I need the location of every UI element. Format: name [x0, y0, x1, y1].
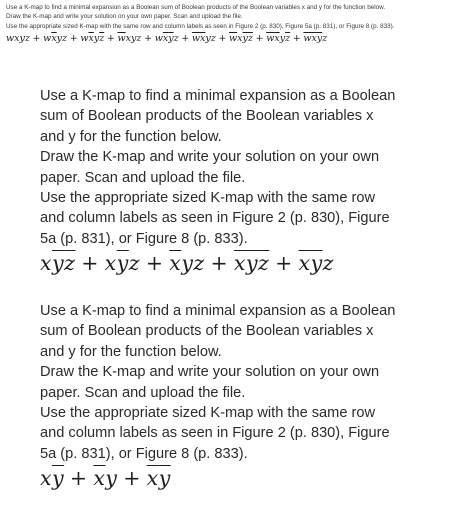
complemented-variable: $\overline{x}$	[169, 251, 182, 276]
product-term	[147, 466, 171, 490]
instruction-line: Use the appropriate sized K-map with the same row	[40, 190, 376, 207]
product-term	[43, 33, 67, 44]
complemented-variable: $\overline{y}$	[116, 251, 129, 276]
complemented-variable: $\overline{x}$	[298, 251, 311, 276]
complemented-variable: $\overline{z}$	[285, 33, 291, 45]
variable: w	[80, 33, 89, 45]
variable: y	[56, 33, 63, 45]
variable: w	[154, 33, 163, 45]
variable: z	[193, 251, 205, 276]
complemented-variable: $\overline{x}$	[162, 33, 169, 45]
plus-operator: +	[123, 466, 141, 491]
variable: z	[136, 33, 142, 45]
product-term	[229, 33, 253, 44]
complemented-variable: $\overline{y}$	[52, 466, 65, 491]
complemented-variable: $\overline{y}$	[245, 251, 259, 276]
instruction-line: sum of Boolean products of the Boolean variables x	[40, 323, 374, 340]
instruction-line: Use a K-map to find a minimal expansion as a Boolean	[40, 88, 396, 104]
variable: z	[128, 251, 141, 276]
question-block-two-variable	[40, 301, 468, 490]
variable: w	[43, 33, 52, 45]
plus-operator: +	[69, 466, 88, 491]
complemented-variable: $\overline{x}$	[146, 466, 159, 491]
variable: z	[173, 33, 179, 45]
plus-operator: +	[81, 251, 99, 276]
variable: z	[210, 33, 216, 45]
product-term	[40, 466, 64, 490]
complemented-variable: $\overline{w}$	[117, 33, 126, 45]
variable: x	[40, 251, 53, 276]
instruction-line: Use a K-map to find a minimal expansion as a Boolean	[40, 303, 396, 319]
complemented-variable: $\overline{y}$	[316, 33, 323, 45]
variable: w	[6, 33, 15, 45]
variable: z	[322, 33, 328, 45]
complemented-variable: $\overline{x}$	[51, 33, 57, 45]
plus-operator: +	[181, 33, 190, 45]
variable: y	[205, 33, 211, 45]
instruction-line: Use the appropriate sized K-map with the same row and column labels as seen in Figure 2 (p. 830), Figure 5a (p. 831), or Figure 8 (p. 833).	[6, 22, 395, 30]
variable: x	[40, 466, 53, 491]
instruction-line: and column labels as seen in Figure 2 (p. 830), Figure	[40, 425, 390, 442]
variable: y	[131, 33, 137, 45]
boolean-function-formula	[40, 251, 468, 275]
variable: x	[14, 33, 20, 45]
complemented-variable: $\overline{y}$	[168, 33, 174, 45]
plus-operator: +	[144, 33, 153, 45]
variable: x	[125, 33, 132, 45]
complemented-variable: $\overline{z}$	[99, 33, 105, 45]
variable: z	[62, 33, 68, 45]
product-term	[192, 33, 216, 44]
complemented-variable: $\overline{w}$	[266, 33, 275, 45]
product-term	[169, 251, 204, 275]
product-term	[299, 251, 334, 275]
instruction-line: 5a (p. 831), or Figure 8 (p. 833).	[40, 230, 248, 247]
complemented-variable: $\overline{x}$	[93, 466, 106, 491]
instruction-line: and y for the function below.	[40, 343, 222, 360]
product-term	[6, 33, 30, 44]
instruction-line: Draw the K-map and write your solution on your own	[40, 149, 380, 166]
complemented-variable: $\overline{w}$	[229, 33, 238, 45]
complemented-variable: $\overline{x}$	[200, 33, 206, 45]
product-term	[234, 251, 269, 275]
complemented-variable: $\overline{y}$	[310, 251, 323, 276]
complemented-variable: $\overline{x}$	[311, 33, 317, 45]
instruction-line: and column labels as seen in Figure 2 (p. 830), Figure	[40, 210, 390, 227]
instruction-line: paper. Scan and upload the file.	[40, 169, 246, 186]
plus-operator: +	[69, 33, 78, 45]
variable: x	[104, 251, 117, 276]
boolean-function-formula	[6, 32, 468, 45]
complemented-variable: $\overline{x}$	[233, 251, 246, 276]
product-term	[155, 33, 179, 44]
plus-operator: +	[292, 33, 301, 45]
question-block-small	[6, 3, 468, 45]
plus-operator: +	[210, 251, 229, 276]
variable: y	[93, 33, 100, 45]
plus-operator: +	[275, 251, 293, 276]
complemented-variable: $\overline{z}$	[258, 251, 270, 276]
complemented-variable: $\overline{w}$	[191, 33, 200, 45]
plus-operator: +	[32, 33, 41, 45]
instruction-line: Draw the K-map and write your solution on your own	[40, 364, 380, 381]
complemented-variable: $\overline{y}$	[52, 251, 65, 276]
instruction-line: Draw the K-map and write your solution on your own paper. Scan and upload the file.	[6, 13, 243, 21]
complemented-variable: $\overline{y}$	[158, 466, 171, 491]
plus-operator: +	[218, 33, 227, 45]
variable: y	[181, 251, 194, 276]
product-term	[80, 33, 104, 44]
instruction-line: 5a (p. 831), or Figure 8 (p. 833).	[40, 445, 248, 462]
product-term	[118, 33, 142, 44]
plus-operator: +	[145, 251, 164, 276]
plus-operator: +	[255, 33, 264, 45]
instruction-line: paper. Scan and upload the file.	[40, 384, 246, 401]
boolean-function-formula	[40, 466, 468, 490]
variable: z	[24, 33, 30, 45]
variable: y	[19, 33, 25, 45]
complemented-variable: $\overline{x}$	[274, 33, 280, 45]
product-term	[93, 466, 117, 490]
instruction-line: Use the appropriate sized K-map with the same row	[40, 405, 376, 422]
product-term	[303, 33, 327, 44]
product-term	[40, 251, 75, 275]
complemented-variable: $\overline{x}$	[88, 33, 94, 45]
question-block-three-variable	[40, 86, 468, 275]
variable: y	[279, 33, 286, 45]
variable: y	[105, 466, 118, 491]
complemented-variable: $\overline{w}$	[303, 33, 312, 45]
instruction-line: sum of Boolean products of the Boolean variables x	[40, 108, 374, 125]
instruction-line: Use a K-map to find a minimal expansion as a Boolean sum of Boolean products of the Boolean variables x and y for the function below.	[6, 4, 386, 11]
complemented-variable: $\overline{y}$	[242, 33, 248, 45]
variable: z	[322, 251, 334, 276]
variable: x	[237, 33, 243, 45]
instruction-line: and y for the function below.	[40, 128, 222, 145]
plus-operator: +	[106, 33, 115, 45]
product-term	[105, 251, 140, 275]
product-term	[266, 33, 290, 44]
complemented-variable: $\overline{z}$	[247, 33, 253, 45]
complemented-variable: $\overline{z}$	[64, 251, 76, 276]
